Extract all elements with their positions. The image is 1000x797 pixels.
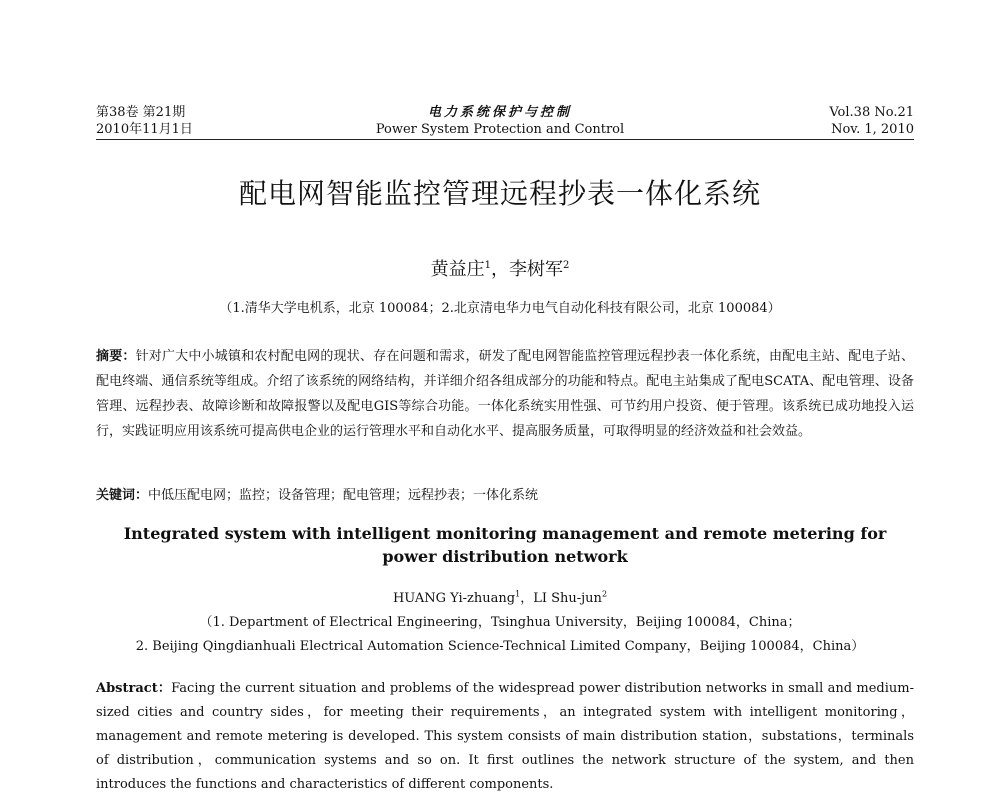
abstract-en-label: Abstract： xyxy=(96,681,172,696)
volume-issue-cn: 第38卷 第21期 xyxy=(96,105,186,120)
author-2-en-affil: 2 xyxy=(601,589,608,599)
journal-name-cn: 电力系统保护与控制 xyxy=(427,105,572,120)
abstract-en xyxy=(96,677,914,797)
abstract-cn-label: 摘要： xyxy=(96,349,136,364)
volume-issue-en: Vol.38 No.21 xyxy=(829,105,914,120)
author-sep-en: ， xyxy=(520,591,534,606)
abstract-cn xyxy=(96,344,914,444)
author-1-en-affil: 1 xyxy=(515,589,521,599)
header-rule xyxy=(96,139,914,140)
date-cn: 2010年11月1日 xyxy=(96,122,193,137)
author-sep-cn: ， xyxy=(491,259,509,280)
paper-title-cn: 配电网智能监控管理远程抄表一体化系统 xyxy=(238,177,761,210)
header-left xyxy=(96,104,193,138)
affiliation-en-line-2: 2. Beijing Qingdianhuali Electrical Automation Science-Technical Limited Company，Beijing 100084，China） xyxy=(135,639,865,654)
paper-title-en: Integrated system with intelligent monitoring management and remote metering for power distribution network xyxy=(123,524,887,566)
affiliation-cn: （1.清华大学电机系，北京 100084；2.北京清电华力电气自动化科技有限公司，北京 100084） xyxy=(219,301,781,316)
author-2-cn-affil: 2 xyxy=(563,260,570,271)
author-2-cn: 李树军 xyxy=(509,259,563,280)
author-1-en: HUANG Yi-zhuang xyxy=(392,591,516,606)
keywords-cn-label: 关键词： xyxy=(96,488,149,503)
keywords-cn-text: 中低压配电网；监控；设备管理；配电管理；远程抄表；一体化系统 xyxy=(148,488,539,503)
affiliation-en xyxy=(0,611,1000,659)
date-en: Nov. 1, 2010 xyxy=(831,122,914,137)
authors-en xyxy=(0,587,1000,606)
abstract-cn-text: 针对广大中小城镇和农村配电网的现状、存在问题和需求，研发了配电网智能监控管理远程抄表一体化系统，由配电主站、配电子站、配电终端、通信系统等组成。介绍了该系统的网络结构，并详细介绍各组成部分的功能和特点。配电主站集成了配电SCATA、配电管理、设备管理、远程抄表、故障诊断和故障报警以及配电GIS等综合功能。一体化系统实用性强、可节约用户投资、便于管理。该系统已成功地投入运行，实践证明应用该系统可提高供电企业的运行管理水平和自动化水平、提高服务质量，可取得明显的经济效益和社会效益。 xyxy=(96,349,914,439)
header-right xyxy=(829,104,914,138)
authors-cn xyxy=(0,255,1000,281)
keywords-cn xyxy=(96,484,914,503)
abstract-en-text: Facing the current situation and problems of the widespread power distribution networks in small and medium-sized cities and country sides，for meeting their requirements，an integrated system with intelligent monitoring，management and remote metering is developed. This system consists of main distribution station，substations，terminals of distribution，communication systems and so on. It first outlines the network structure of the system, and then introduces the functions and characteristics of different components. xyxy=(96,681,914,792)
affiliation-en-line-1: （1. Department of Electrical Engineering，Tsinghua University，Beijing 100084，China； xyxy=(199,615,801,630)
author-1-cn-affil: 1 xyxy=(484,260,491,271)
journal-name-en: Power System Protection and Control xyxy=(375,122,625,137)
author-2-en: LI Shu-jun xyxy=(533,591,602,606)
author-1-cn: 黄益庄 xyxy=(430,259,485,280)
header-center xyxy=(300,104,700,138)
